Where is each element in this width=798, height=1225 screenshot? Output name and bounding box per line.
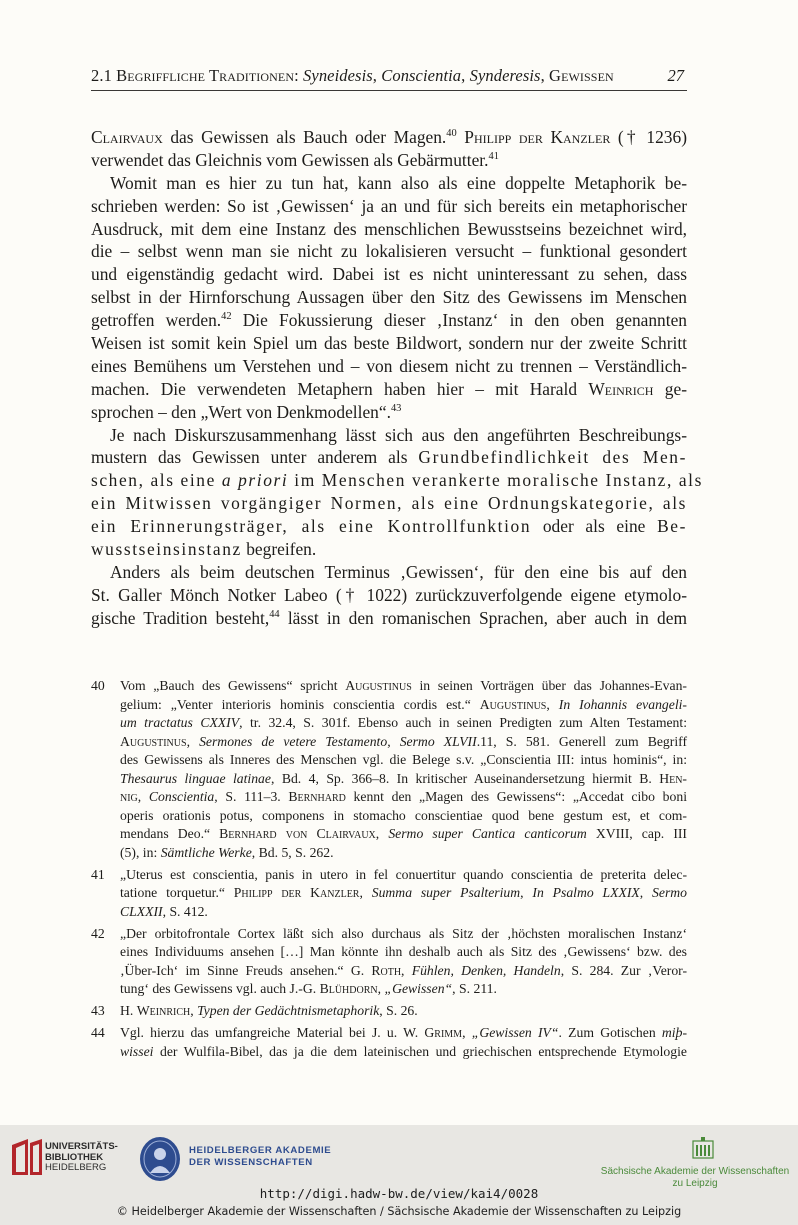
body-text bbox=[91, 126, 703, 630]
running-title: 2.1 Begriffliche Traditionen: Syneidesis, Conscientia, Synderesis, Gewissen bbox=[91, 66, 614, 85]
text-line: machen. Die verwendeten Metaphern haben hier – mit Harald Weinrich ge- bbox=[91, 378, 687, 399]
footnote-41 bbox=[91, 866, 687, 922]
footnote-line: nig, Conscientia, S. 111–3. Bernhard kennt den „Magen des Gewissens“: „Accedat cibo boni bbox=[120, 789, 687, 804]
footnote-line: „Der orbitofrontale Cortex läßt sich also durchaus als Sitz der ‚höchsten moralischen Instanz‘ bbox=[120, 925, 687, 941]
text-line: wusstseinsinstanz begreifen. bbox=[91, 539, 317, 560]
footnote-line: tung‘ des Gewissens vgl. auch J.-G. Blühdorn, „Gewissen“, S. 211. bbox=[120, 981, 497, 996]
footnote-line: H. Weinrich, Typen der Gedächtnismetaphorik, S. 26. bbox=[120, 1003, 418, 1018]
footnote-42 bbox=[91, 925, 687, 999]
text-line: die – selbst wenn man sie nicht zu lokalisieren versucht – funktional gesondert bbox=[91, 241, 687, 262]
footnote-line: ‚Über-Ich‘ im Sinne Freuds ansehen.“ G. Roth, Fühlen, Denken, Handeln, S. 284. Zur ‚Veror- bbox=[120, 962, 688, 978]
text-line: getroffen werden.$^{42}$ Die Fokussierung dieser ‚Instanz‘ in den oben genannten bbox=[91, 310, 688, 331]
text-line: Anders als beim deutschen Terminus ‚Gewissen‘, für den eine bis auf den bbox=[110, 561, 687, 582]
text-line: ein Erinnerungsträger, als eine Kontrollfunktion oder als eine Be- bbox=[91, 516, 687, 537]
footnote-line: Augustinus, Sermones de vetere Testamento, Sermo XLVII.11, S. 581. Generell zum Begriff bbox=[120, 733, 688, 749]
footnote-line: wissei der Wulfila-Bibel, das ja die dem lateinischen und griechischen entsprechende Etymologie bbox=[120, 1043, 687, 1059]
text-line: ein Mitwissen vorgängiger Normen, als eine Ordnungskategorie, als bbox=[91, 493, 687, 514]
text-line: und eigenständig gedacht wird. Dabei ist es nicht uninteressant zu sehen, dass bbox=[91, 264, 687, 285]
text-line: mustern das Gewissen unter anderem als Grundbefindlichkeit des Men- bbox=[91, 447, 687, 468]
footnote-ref: 42 bbox=[221, 311, 232, 323]
text-line: schrieben werden: So ist ‚Gewissen‘ ja an und für sich bereits ein metaphorischer bbox=[91, 195, 687, 216]
footnotes bbox=[91, 677, 687, 1065]
text-line: Ausdruck, mit dem eine Instanz des menschlichen Bewusstseins bezeichnet wird, bbox=[91, 218, 687, 239]
footnote-line: Vgl. hierzu das umfangreiche Material bei J. u. W. Grimm, „Gewissen IV“. Zum Gotischen miþ- bbox=[120, 1025, 687, 1040]
text-line: St. Galler Mönch Notker Labeo († 1022) zurückzuverfolgende eigene etymolo- bbox=[91, 584, 687, 605]
text-line: Weisen ist somit kein Spiel um das beste Bildwort, sondern nur der zweite Schritt bbox=[91, 333, 687, 354]
footnote-line: Vom „Bauch des Gewissens“ spricht Augustinus in seinen Vorträgen über das Johannes-Evan- bbox=[120, 678, 687, 693]
text-line: gische Tradition besteht,$^{44}$ lässt in den romanischen Sprachen, aber auch in dem bbox=[91, 607, 687, 628]
footnote-ref: 43 bbox=[390, 402, 402, 414]
ub-heidelberg-name: UNIVERSITÄTS- BIBLIOTHEK HEIDELBERG bbox=[45, 1141, 118, 1173]
text-line: sprochen – den „Wert von Denkmodellen“.$^{43}$ bbox=[91, 401, 402, 422]
footnote-number: 41 bbox=[91, 866, 105, 882]
footnote-line: Thesaurus linguae latinae, Bd. 4, Sp. 366–8. In kritischer Auseinandersetzung hiermit B. Hen- bbox=[120, 770, 687, 786]
saw-leipzig-logo-icon[interactable] bbox=[692, 1137, 714, 1159]
text-line: Womit man es hier zu tun hat, kann also als eine doppelte Metaphorik be- bbox=[110, 172, 687, 193]
text-line: Je nach Diskurszusammenhang lässt sich aus den angeführten Beschreibungs- bbox=[110, 424, 687, 445]
footnote-44 bbox=[91, 1024, 687, 1061]
running-header bbox=[91, 64, 687, 91]
page-number: 27 bbox=[667, 66, 684, 85]
footnote-43 bbox=[91, 1002, 687, 1021]
footnote-number: 44 bbox=[91, 1025, 105, 1040]
footnote-line: operis orationis potus, componens in stomacho conscientiae quod bene gestum est, et com- bbox=[120, 807, 687, 823]
footnote-line: tatione torquetur.“ Philipp der Kanzler, Summa super Psalterium, In Psalmo LXXIX, Sermo bbox=[120, 885, 688, 900]
footnote-ref: 41 bbox=[488, 151, 499, 163]
footnote-line: CLXXII, S. 412. bbox=[120, 903, 208, 919]
saw-name: Sächsische Akademie der Wissenschaften zu Leipzig bbox=[600, 1166, 790, 1189]
text-line: selbst in der Hirnforschung Aussagen über den Sitz des Gewissens im Menschen bbox=[91, 287, 687, 308]
copyright-notice: © Heidelberger Akademie der Wissenschaften / Sächsische Akademie der Wissenschaften zu Leipzig bbox=[116, 1205, 682, 1218]
footnote-ref: 40 bbox=[446, 128, 457, 140]
footnote-line: um tractatus CXXIV, tr. 32.4, S. 301f. Ebenso auch in seinen Predigten zum Alten Testament: bbox=[120, 715, 687, 730]
footnote-line: „Uterus est conscientia, panis in utero in fel conuertitur quando conscientia de preterita delec- bbox=[120, 866, 687, 882]
footnote-line: (5), in: Sämtliche Werke, Bd. 5, S. 262. bbox=[120, 844, 334, 860]
footnote-number: 43 bbox=[91, 1003, 105, 1018]
footnote-number: 42 bbox=[91, 925, 105, 941]
hadw-seal-icon[interactable] bbox=[138, 1135, 182, 1183]
footnote-line: mendans Deo.“ Bernhard von Clairvaux, Sermo super Cantica canticorum XVIII, cap. III bbox=[120, 826, 687, 841]
text-line: verwendet das Gleichnis vom Gewissen als Gebärmutter.$^{41}$ bbox=[91, 149, 499, 170]
footnote-line: eines Individuums ansehen […] Man könnte ihn deshalb auch als Sitz des ‚Gewissens‘ bzw. des bbox=[120, 944, 687, 959]
footnote-line: des Gewissens als Inneres des Menschen vgl. die Belege s.v. „Conscientia III: intus hominis“, in: bbox=[120, 752, 687, 767]
hadw-name: HEIDELBERGER AKADEMIE DER WISSENSCHAFTEN bbox=[189, 1145, 332, 1168]
text-line: schen, als eine a priori im Menschen verankerte moralische Instanz, als bbox=[91, 470, 703, 491]
footnote-40 bbox=[91, 677, 687, 862]
text-line: Clairvaux das Gewissen als Bauch oder Magen.$^{40}$ Philipp der Kanzler († 1236) bbox=[91, 127, 687, 147]
source-url-link[interactable]: http://digi.hadw-bw.de/view/kai4/0028 bbox=[259, 1186, 539, 1201]
footnote-ref: 44 bbox=[269, 608, 280, 620]
text-line: eines Bemühens um Verstehen und – von diesem nicht zu trennen – Verständlich- bbox=[91, 355, 687, 376]
footnote-line: gelium: „Venter interioris hominis conscientia cordis est.“ Augustinus, In Iohannis evangeli- bbox=[120, 696, 687, 712]
footnote-number: 40 bbox=[91, 678, 105, 693]
